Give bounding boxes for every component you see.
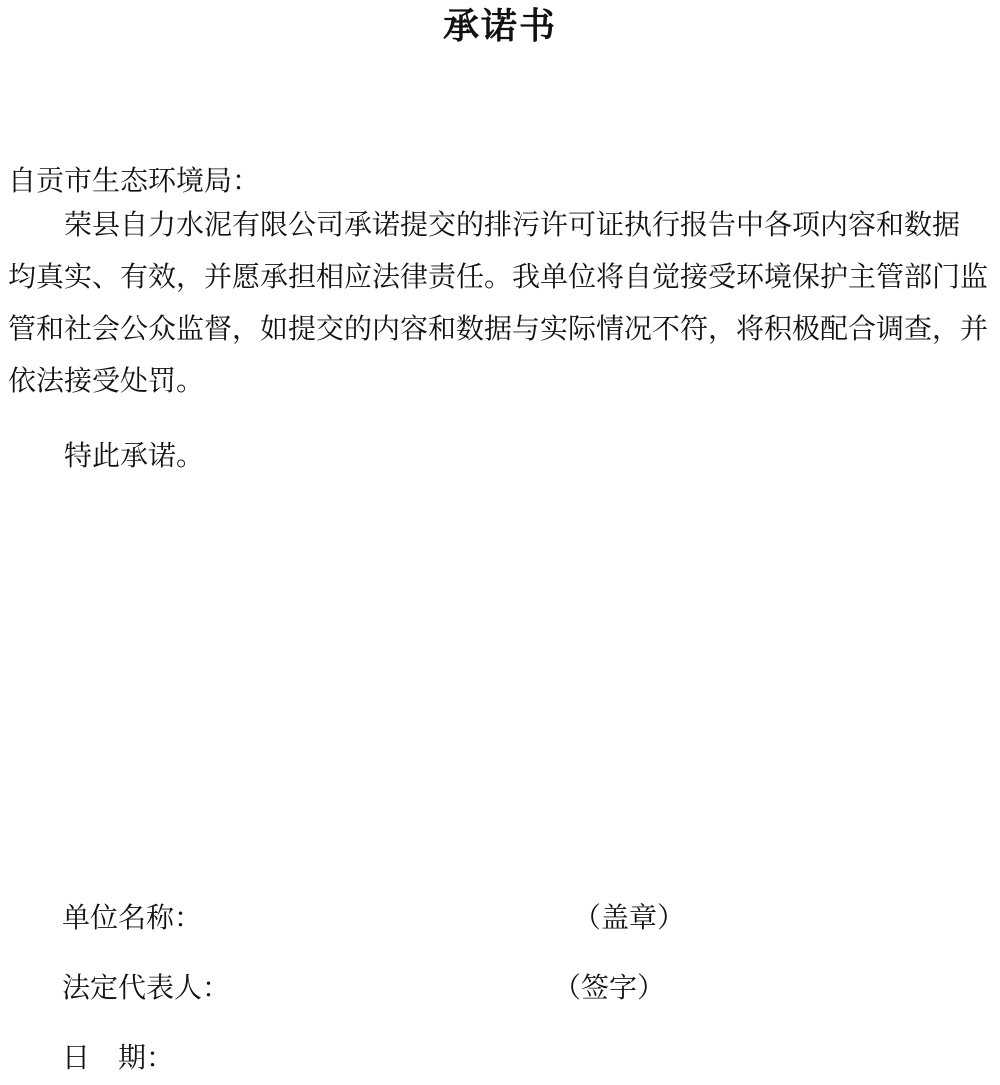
- body-paragraph: [8, 200, 992, 408]
- signature-row-unit-name: [0, 893, 1000, 945]
- body-line: 依法接受处罚。: [8, 366, 205, 397]
- signature-note: （签字）: [553, 973, 666, 1004]
- unit-name-label: 单位名称：: [62, 903, 203, 934]
- body-line: 荣县自力水泥有限公司承诺提交的排污许可证执行报告中各项内容和数据: [64, 210, 961, 241]
- signature-row-date: [0, 1033, 1000, 1085]
- date-label: 日 期：: [62, 1043, 175, 1074]
- body-line: 均真实、有效，并愿承担相应法律责任。我单位将自觉接受环境保护主管部门监: [8, 262, 989, 293]
- document-title: 承诺书: [442, 6, 557, 46]
- salutation-line: 自贡市生态环境局：: [8, 166, 261, 197]
- closing-statement: 特此承诺。: [64, 441, 205, 472]
- legal-representative-label: 法定代表人：: [62, 973, 231, 1004]
- signature-row-legal-representative: [0, 963, 1000, 1015]
- seal-note: （盖章）: [573, 903, 686, 934]
- body-line: 管和社会公众监督，如提交的内容和数据与实际情况不符，将积极配合调查，并: [8, 314, 989, 345]
